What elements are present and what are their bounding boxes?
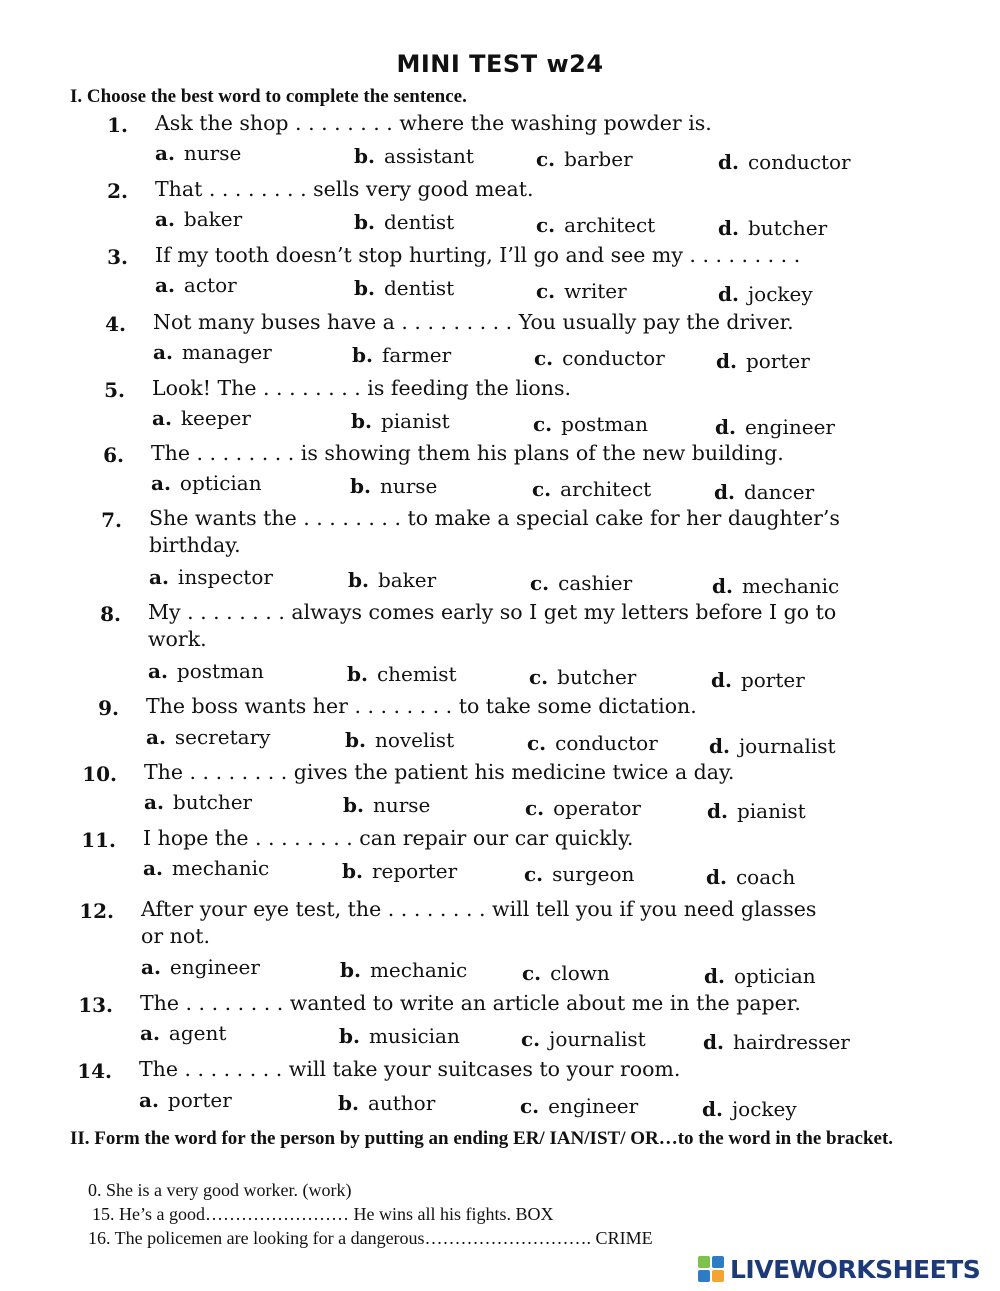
option-letter: c.	[522, 961, 542, 985]
option-letter: c.	[533, 412, 553, 436]
logo-text: LIVEWORKSHEETS	[730, 1254, 981, 1284]
answer-option[interactable]	[711, 668, 805, 692]
option-word: mechanic	[369, 958, 468, 982]
option-letter: b.	[354, 210, 375, 234]
option-word: optician	[733, 964, 816, 988]
answer-option[interactable]	[143, 856, 269, 880]
option-letter: d.	[709, 734, 730, 758]
option-word: dancer	[743, 480, 815, 504]
option-letter: c.	[536, 147, 556, 171]
option-word: jockey	[731, 1097, 797, 1121]
answer-option[interactable]	[152, 406, 251, 430]
answer-option[interactable]	[343, 793, 430, 817]
option-word: conductor	[562, 346, 665, 370]
option-letter: b.	[352, 343, 373, 367]
question-text: work.	[148, 627, 207, 651]
question-number: 6.	[103, 443, 124, 467]
option-word: manager	[181, 340, 272, 364]
question-text: The . . . . . . . . wanted to write an article about me in the paper.	[140, 991, 801, 1015]
option-letter: d.	[703, 1030, 724, 1054]
option-letter: b.	[339, 1024, 360, 1048]
option-word: pianist	[736, 799, 806, 823]
option-word: pianist	[380, 409, 450, 433]
section-2-heading: II. Form the word for the person by putting an ending ER/ IAN/IST/ OR…to the word in the bracket.	[70, 1128, 894, 1149]
option-word: author	[367, 1091, 436, 1115]
option-letter: c.	[524, 862, 544, 886]
option-word: farmer	[381, 343, 452, 367]
option-letter: a.	[155, 273, 175, 297]
liveworksheets-logo[interactable]	[697, 1255, 980, 1283]
option-letter: d.	[704, 964, 725, 988]
answer-option[interactable]	[709, 734, 836, 758]
question-number: 7.	[101, 508, 122, 532]
option-letter: c.	[520, 1094, 540, 1118]
option-letter: b.	[343, 793, 364, 817]
option-word: nurse	[379, 474, 438, 498]
question-number: 2.	[107, 179, 128, 203]
option-letter: b.	[348, 568, 369, 592]
option-word: porter	[740, 668, 805, 692]
question-number: 5.	[104, 378, 125, 402]
answer-option[interactable]	[704, 964, 816, 988]
question-text: Ask the shop . . . . . . . . where the washing powder is.	[155, 111, 712, 135]
answer-option[interactable]	[712, 574, 839, 598]
answer-option[interactable]	[718, 216, 827, 240]
option-letter: a.	[143, 856, 163, 880]
option-letter: a.	[155, 141, 175, 165]
page-title: MINI TEST w24	[396, 50, 604, 78]
answer-option[interactable]	[151, 471, 262, 495]
answer-option[interactable]	[532, 477, 651, 501]
option-word: secretary	[174, 725, 271, 749]
option-letter: d.	[718, 216, 739, 240]
question-number: 13.	[78, 993, 113, 1017]
answer-option[interactable]	[718, 282, 813, 306]
option-word: mechanic	[741, 574, 840, 598]
answer-option[interactable]	[707, 799, 806, 823]
option-word: engineer	[548, 1094, 639, 1118]
answer-option[interactable]	[536, 213, 655, 237]
question-text: After your eye test, the . . . . . . . . will tell you if you need glasses	[141, 897, 817, 921]
option-word: baker	[183, 207, 243, 231]
option-letter: a.	[155, 207, 175, 231]
question-number: 9.	[98, 696, 119, 720]
question-number: 8.	[100, 602, 121, 626]
option-word: butcher	[172, 790, 253, 814]
question-text: Look! The . . . . . . . . is feeding the lions.	[152, 376, 572, 400]
option-word: reporter	[371, 859, 458, 883]
option-letter: b.	[354, 276, 375, 300]
option-word: dentist	[383, 276, 455, 300]
option-word: clown	[550, 961, 610, 985]
question-text: or not.	[141, 924, 210, 948]
option-word: hairdresser	[732, 1030, 850, 1054]
answer-option[interactable]	[140, 1021, 226, 1045]
question-text: The . . . . . . . . will take your suitcases to your room.	[139, 1057, 681, 1081]
answer-option[interactable]	[348, 568, 436, 592]
option-letter: d.	[707, 799, 728, 823]
option-letter: a.	[140, 1021, 160, 1045]
answer-option[interactable]	[718, 150, 851, 174]
option-letter: a.	[144, 790, 164, 814]
option-word: optician	[179, 471, 262, 495]
answer-option[interactable]	[520, 1094, 638, 1118]
answer-option[interactable]	[702, 1097, 797, 1121]
answer-option[interactable]	[141, 955, 260, 979]
option-word: writer	[564, 279, 627, 303]
option-letter: c.	[527, 731, 547, 755]
answer-option[interactable]	[153, 340, 272, 364]
question-number: 1.	[107, 113, 128, 137]
answer-option[interactable]	[714, 480, 814, 504]
option-word: agent	[168, 1021, 227, 1045]
question-text: I hope the . . . . . . . . can repair our car quickly.	[143, 826, 634, 850]
option-word: nurse	[183, 141, 242, 165]
answer-option[interactable]	[342, 859, 457, 883]
section-1-heading: I. Choose the best word to complete the sentence.	[70, 86, 467, 107]
option-letter: c.	[536, 213, 556, 237]
option-word: butcher	[747, 216, 828, 240]
option-letter: c.	[530, 571, 550, 595]
exercise-item: 0. She is a very good worker. (work)	[88, 1180, 352, 1200]
option-word: journalist	[549, 1027, 646, 1051]
answer-option[interactable]	[340, 958, 467, 982]
option-word: engineer	[744, 415, 835, 439]
option-word: assistant	[383, 144, 474, 168]
option-word: engineer	[169, 955, 260, 979]
option-letter: c.	[534, 346, 554, 370]
answer-option[interactable]	[716, 349, 810, 373]
answer-option[interactable]	[536, 279, 627, 303]
option-letter: d.	[718, 150, 739, 174]
answer-option[interactable]	[352, 343, 451, 367]
answer-option[interactable]	[148, 659, 264, 683]
option-letter: b.	[350, 474, 371, 498]
option-word: baker	[377, 568, 437, 592]
exercise-item: 15. He’s a good…………………… He wins all his fights. BOX	[92, 1204, 554, 1224]
answer-option[interactable]	[155, 273, 237, 297]
answer-option[interactable]	[354, 210, 454, 234]
option-word: conductor	[747, 150, 851, 174]
answer-option[interactable]	[530, 571, 632, 595]
option-word: conductor	[555, 731, 658, 755]
liveworksheets-logo-icon	[697, 1255, 725, 1283]
option-letter: d.	[716, 349, 737, 373]
option-word: surgeon	[552, 862, 635, 886]
answer-option[interactable]	[522, 961, 610, 985]
option-word: inspector	[177, 565, 273, 589]
answer-option[interactable]	[144, 790, 252, 814]
question-number: 11.	[81, 828, 116, 852]
option-word: postman	[561, 412, 649, 436]
answer-option[interactable]	[155, 141, 241, 165]
answer-option[interactable]	[155, 207, 242, 231]
option-word: mechanic	[171, 856, 270, 880]
option-word: porter	[745, 349, 810, 373]
answer-option[interactable]	[521, 1027, 646, 1051]
option-letter: a.	[149, 565, 169, 589]
option-letter: b.	[347, 662, 368, 686]
answer-option[interactable]	[534, 346, 665, 370]
option-letter: a.	[153, 340, 173, 364]
option-letter: b.	[340, 958, 361, 982]
option-word: actor	[183, 273, 237, 297]
answer-option[interactable]	[338, 1091, 435, 1115]
option-letter: a.	[148, 659, 168, 683]
option-letter: d.	[702, 1097, 723, 1121]
option-word: nurse	[372, 793, 431, 817]
option-word: butcher	[557, 665, 637, 689]
option-word: architect	[560, 477, 652, 501]
option-word: keeper	[180, 406, 251, 430]
question-text: She wants the . . . . . . . . to make a special cake for her daughter’s	[149, 506, 840, 530]
option-word: dentist	[383, 210, 455, 234]
answer-option[interactable]	[339, 1024, 460, 1048]
option-word: porter	[167, 1088, 232, 1112]
answer-option[interactable]	[347, 662, 457, 686]
question-number: 12.	[79, 899, 114, 923]
answer-option[interactable]	[527, 731, 658, 755]
answer-option[interactable]	[533, 412, 648, 436]
option-letter: d.	[715, 415, 736, 439]
option-letter: d.	[718, 282, 739, 306]
option-word: barber	[564, 147, 633, 171]
option-word: architect	[564, 213, 656, 237]
question-number: 10.	[82, 762, 117, 786]
question-text: The . . . . . . . . is showing them his plans of the new building.	[151, 441, 784, 465]
question-number: 3.	[107, 245, 128, 269]
option-letter: d.	[714, 480, 735, 504]
option-letter: c.	[536, 279, 556, 303]
option-letter: a.	[152, 406, 172, 430]
answer-option[interactable]	[139, 1088, 232, 1112]
option-letter: b.	[345, 728, 366, 752]
answer-option[interactable]	[536, 147, 633, 171]
option-word: coach	[735, 865, 796, 889]
option-letter: a.	[139, 1088, 159, 1112]
option-word: musician	[368, 1024, 460, 1048]
option-letter: a.	[141, 955, 161, 979]
option-letter: c.	[532, 477, 552, 501]
question-text: If my tooth doesn’t stop hurting, I’ll go and see my . . . . . . . . .	[155, 243, 801, 267]
answer-option[interactable]	[351, 409, 450, 433]
option-letter: b.	[342, 859, 363, 883]
answer-option[interactable]	[146, 725, 270, 749]
option-letter: d.	[711, 668, 732, 692]
question-number: 14.	[77, 1059, 112, 1083]
question-text: That . . . . . . . . sells very good meat.	[155, 177, 534, 201]
option-word: chemist	[376, 662, 457, 686]
question-text: My . . . . . . . . always comes early so I get my letters before I go to	[148, 600, 837, 624]
question-text: Not many buses have a . . . . . . . . . You usually pay the driver.	[153, 310, 794, 334]
answer-option[interactable]	[149, 565, 273, 589]
question-text: The boss wants her . . . . . . . . to take some dictation.	[146, 694, 697, 718]
option-letter: b.	[351, 409, 372, 433]
option-letter: b.	[338, 1091, 359, 1115]
option-letter: d.	[706, 865, 727, 889]
option-letter: b.	[354, 144, 375, 168]
answer-option[interactable]	[715, 415, 835, 439]
option-letter: a.	[146, 725, 166, 749]
answer-option[interactable]	[529, 665, 636, 689]
answer-option[interactable]	[524, 862, 634, 886]
answer-option[interactable]	[703, 1030, 850, 1054]
exercise-item: 16. The policemen are looking for a dangerous………………………. CRIME	[88, 1228, 653, 1248]
question-text: The . . . . . . . . gives the patient his medicine twice a day.	[144, 760, 735, 784]
option-word: novelist	[374, 728, 455, 752]
answer-option[interactable]	[345, 728, 454, 752]
answer-option[interactable]	[354, 276, 454, 300]
option-letter: c.	[529, 665, 549, 689]
answer-option[interactable]	[354, 144, 474, 168]
answer-option[interactable]	[706, 865, 795, 889]
option-letter: d.	[712, 574, 733, 598]
answer-option[interactable]	[350, 474, 437, 498]
option-letter: c.	[521, 1027, 541, 1051]
option-word: operator	[553, 796, 641, 820]
option-word: jockey	[747, 282, 813, 306]
question-number: 4.	[105, 312, 126, 336]
option-word: journalist	[738, 734, 836, 758]
option-word: postman	[176, 659, 264, 683]
option-letter: a.	[151, 471, 171, 495]
option-letter: c.	[525, 796, 545, 820]
question-text: birthday.	[149, 533, 241, 557]
answer-option[interactable]	[525, 796, 641, 820]
option-word: cashier	[558, 571, 633, 595]
